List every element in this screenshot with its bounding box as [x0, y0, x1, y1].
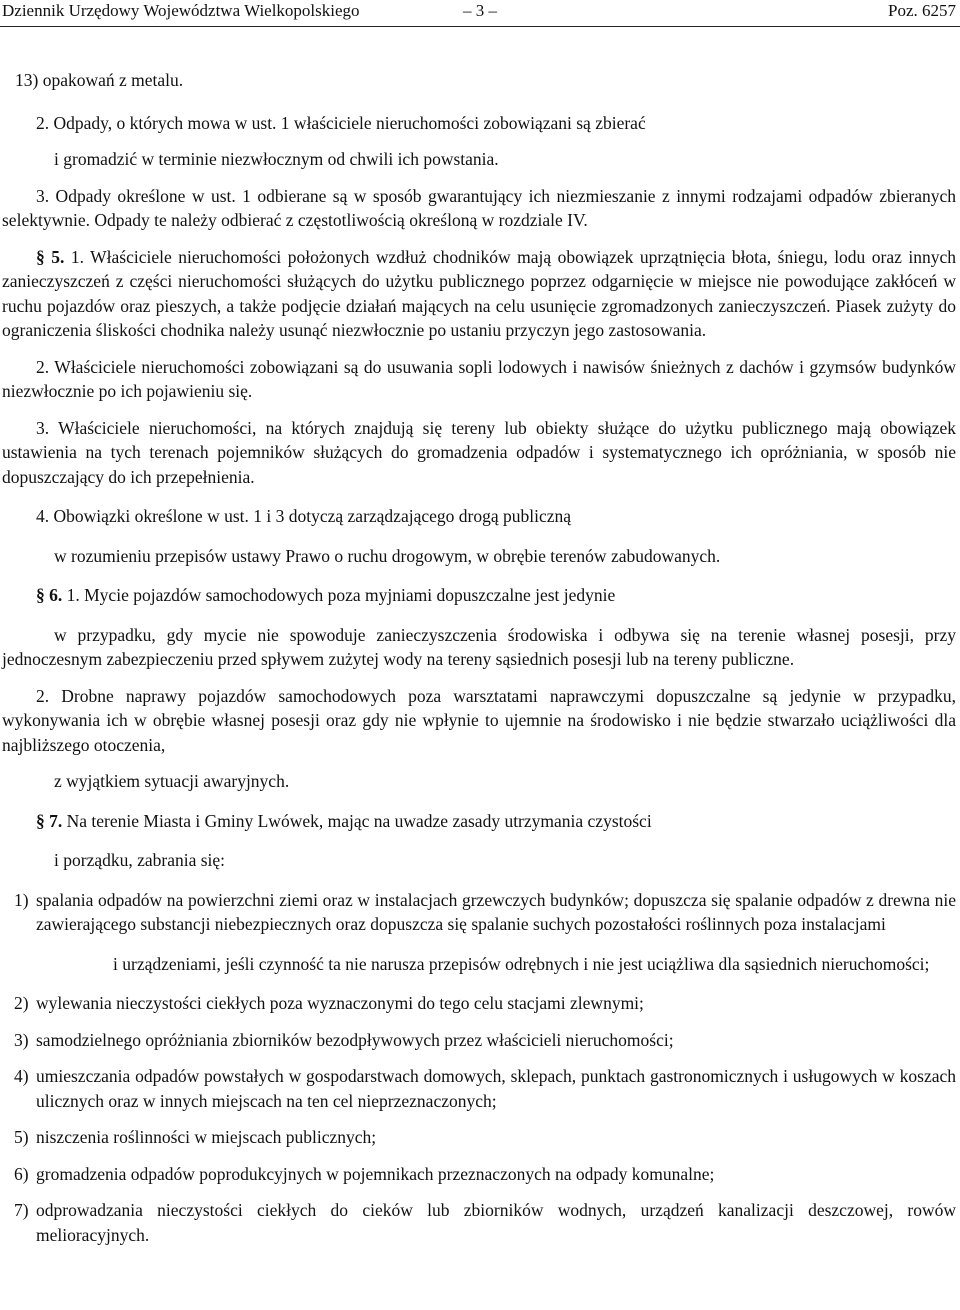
- page-header: [0, 0, 960, 27]
- paragraph-s6-ust1: [2, 583, 956, 608]
- paragraph-s4-ust3: 3. Odpady określone w ust. 1 odbierane są w sposób gwarantujący ich niezmieszanie z innymi rodzajami odpadów zbieranych selektywnie. Odpady te należy odbierać z częstotliwością określoną w rozdziale IV.: [2, 185, 956, 230]
- list-text: niszczenia roślinności w miejscach publicznych;: [36, 1127, 377, 1147]
- list-number: 4): [14, 1066, 29, 1086]
- list-text: odprowadzania nieczystości ciekłych do cieków lub zbiorników wodnych, urządzeń kanalizacji deszczowej, rowów melioracyjnych.: [36, 1200, 956, 1245]
- list-text: umieszczania odpadów powstałych w gospodarstwach domowych, sklepach, punktach gastronomicznych i usługowych w koszach ulicznych oraz w innych miejscach na ten cel nieprzeznaczonych;: [36, 1066, 956, 1111]
- paragraph-s4-ust2: 2. Odpady, o których mowa w ust. 1 właściciele nieruchomości zobowiązani są zbierać: [36, 112, 646, 133]
- paragraph-s5-ust4-cont: w rozumieniu przepisów ustawy Prawo o ruchu drogowym, w obrębie terenów zabudowanych.: [54, 545, 721, 566]
- list-item: [2, 1028, 956, 1053]
- paragraph-s6-ust2: 2. Drobne naprawy pojazdów samochodowych poza warsztatami naprawczymi dopuszczalne są jedynie w przypadku, wykonywania ich w obrębie własnej posesji oraz gdy nie wpłynie to ujemnie na środowisko i nie będzie stwarzało uciążliwości dla najbliższego otoczenia,: [2, 685, 956, 755]
- paragraph-s5-ust4: 4. Obowiązki określone w ust. 1 i 3 dotyczą zarządzającego drogą publiczną: [36, 506, 571, 526]
- list-number: 7): [14, 1200, 29, 1220]
- paragraph-s5-ust3: 3. Właściciele nieruchomości, na których znajdują się tereny lub obiekty służące do użytku publicznego mają obowiązek ustawienia na tych terenach pojemników służących do gromadzenia odpadów i systematycznego ich opróżniania, w sposób nie dopuszczający do ich przepełnienia.: [2, 417, 956, 487]
- list-item: [2, 1064, 956, 1113]
- section-mark-7: § 7.: [36, 810, 63, 831]
- section-7-text: Na terenie Miasta i Gminy Lwówek, mając na uwadze zasady utrzymania czystości: [62, 810, 652, 831]
- paragraph-s6-ust2-cont: z wyjątkiem sytuacji awaryjnych.: [54, 771, 290, 791]
- paragraph-item-13: 13) opakowań z metalu.: [15, 70, 184, 90]
- section-6-text: 1. Mycie pojazdów samochodowych poza myjniami dopuszczalne jest jedynie: [62, 585, 616, 605]
- position-number: Poz. 6257: [888, 1, 956, 20]
- paragraph-s5-ust2: 2. Właściciele nieruchomości zobowiązani są do usuwania sopli lodowych i nawisów śnieżnych z dachów i gzymsów budynków niezwłocznie po ich pojawieniu się.: [2, 356, 956, 401]
- section-5-text: 1. Właściciele nieruchomości położonych wzdłuż chodników mają obowiązek uprzątnięcia błota, śniegu, lodu oraz innych zanieczyszczeń z części nieruchomości służących do użytku publicznego poprzez odgarnięcie w miejsce nie powodujące zakłóceń w ruchu pojazdów oraz pieszych, a także podjęcie działań mających na celu usunięcie zgromadzonych zanieczyszczeń. Piasek zużyty do ograniczenia śliskości chodnika należy usunąć niezwłocznie po ustaniu przyczyn jego zastosowania.: [2, 246, 957, 340]
- list-text: samodzielnego opróżniania zbiorników bezodpływowych przez właścicieli nieruchomości;: [36, 1029, 674, 1050]
- list-item: [2, 1198, 956, 1247]
- list-number: 6): [14, 1163, 29, 1184]
- section-mark-5: § 5.: [36, 246, 65, 267]
- list-number: 5): [14, 1127, 29, 1147]
- paragraph-s7-cont: i porządku, zabrania się:: [54, 850, 226, 870]
- paragraph-s5-ust1: [2, 245, 956, 343]
- list-item: [2, 1125, 956, 1150]
- publication-title: Dziennik Urzędowy Województwa Wielkopolskiego: [2, 1, 360, 20]
- list-item: [2, 888, 956, 937]
- list-number: 3): [14, 1029, 29, 1050]
- paragraph-s7: [2, 809, 956, 834]
- document-body: [2, 68, 956, 1247]
- paragraph-s6-ust1-cont: w przypadku, gdy mycie nie spowoduje zanieczyszczenia środowiska i odbywa się na terenie własnej posesji, przy jednoczesnym zabezpieczeniu przed spływem zużytej wody na tereny sąsiednich posesji lub na tereny publiczne.: [2, 624, 956, 669]
- list-item-1-cont: i urządzeniami, jeśli czynność ta nie narusza przepisów odrębnych i nie jest uciążliwa dla sąsiednich nieruchomości;: [113, 953, 930, 974]
- list-number: 2): [14, 993, 29, 1013]
- list-number: 1): [14, 889, 29, 910]
- list-item: [2, 1162, 956, 1187]
- page-number: – 3 –: [463, 1, 497, 20]
- paragraph-s4-ust2-cont: i gromadzić w terminie niezwłocznym od chwili ich powstania.: [54, 149, 499, 169]
- list-text: gromadzenia odpadów poprodukcyjnych w pojemnikach przeznaczonych na odpady komunalne;: [36, 1163, 715, 1184]
- list-item: [2, 991, 956, 1016]
- list-text: spalania odpadów na powierzchni ziemi oraz w instalacjach grzewczych budynków; dopuszcza się spalanie odpadów z drewna nie zawierającego substancji niebezpiecznych oraz dopuszcza się spalanie suchych pozostałości roślinnych poza instalacjami: [36, 889, 956, 934]
- list-text: wylewania nieczystości ciekłych poza wyznaczonymi do tego celu stacjami zlewnymi;: [36, 993, 644, 1013]
- section-mark-6: § 6.: [36, 585, 63, 605]
